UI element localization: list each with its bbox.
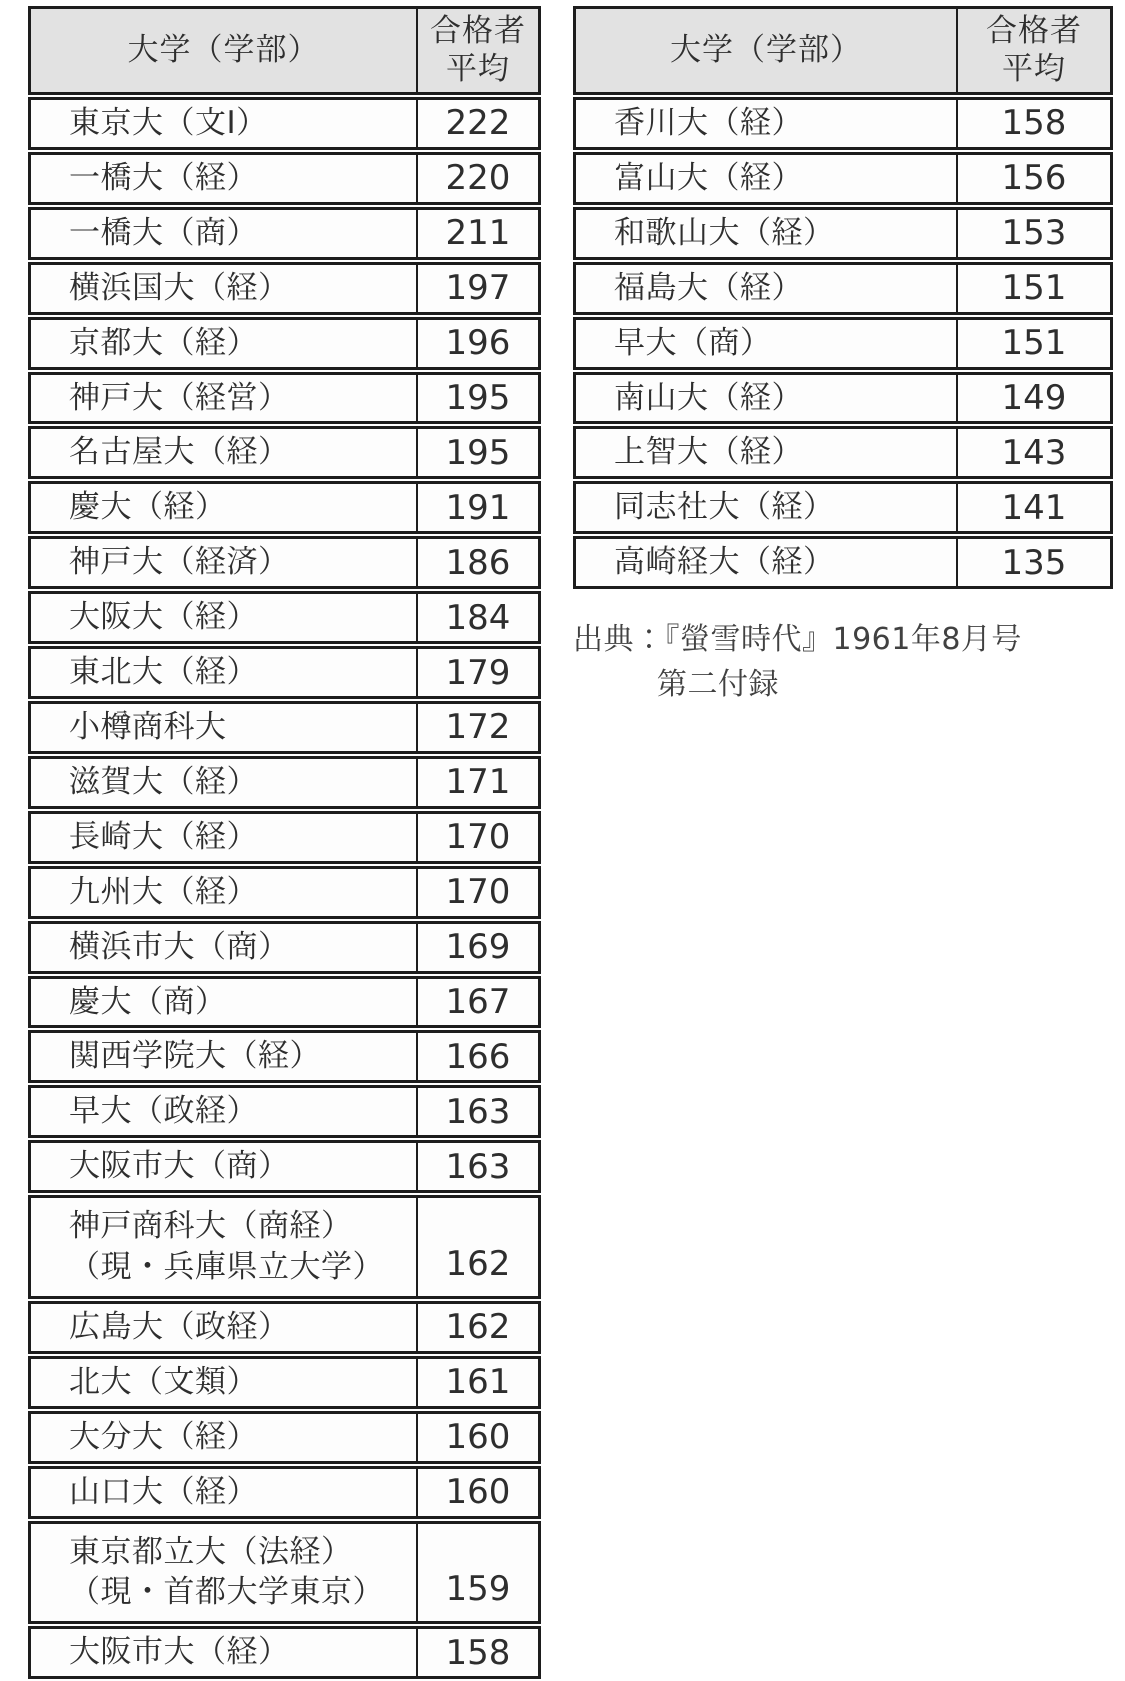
right-score-table xyxy=(573,4,1113,591)
table-row xyxy=(28,1411,541,1464)
right-table-body xyxy=(573,97,1113,589)
university-name: 上智大（経） xyxy=(614,434,803,471)
average-score-cell: 195 xyxy=(417,372,541,425)
average-score-cell: 170 xyxy=(417,866,541,919)
university-name: 横浜市大（商） xyxy=(69,928,290,965)
table-row xyxy=(28,1521,541,1625)
average-score-cell: 196 xyxy=(417,317,541,370)
average-score-cell: 172 xyxy=(417,701,541,754)
source-citation-line1: 出典：『螢雪時代』1961年8月号 xyxy=(573,622,1022,658)
university-cell xyxy=(28,976,417,1029)
university-name: 早大（政経） xyxy=(69,1093,258,1130)
university-cell xyxy=(28,646,417,699)
university-cell xyxy=(28,1301,417,1354)
table-row xyxy=(28,1626,541,1679)
university-name: 小樽商科大 xyxy=(69,708,227,745)
table-row xyxy=(28,701,541,754)
average-score-cell: 186 xyxy=(417,536,541,589)
average-score-cell: 156 xyxy=(957,152,1113,205)
header-average-line1: 合格者 xyxy=(430,12,526,49)
university-cell xyxy=(573,426,957,479)
table-row xyxy=(28,262,541,315)
table-row xyxy=(28,1356,541,1409)
university-cell xyxy=(28,1195,417,1299)
table-row xyxy=(28,646,541,699)
university-cell xyxy=(28,1030,417,1083)
university-cell xyxy=(28,372,417,425)
average-score-cell: 163 xyxy=(417,1140,541,1193)
table-row xyxy=(573,262,1113,315)
average-score-cell: 211 xyxy=(417,207,541,260)
university-name: 大阪市大（商） xyxy=(69,1148,290,1185)
university-name: 東京大（文Ⅰ） xyxy=(69,105,268,141)
table-row xyxy=(573,207,1113,260)
university-name: 南山大（経） xyxy=(614,379,803,416)
university-cell xyxy=(28,921,417,974)
average-score-cell: 158 xyxy=(957,97,1113,150)
university-name: 慶大（商） xyxy=(69,983,227,1020)
right-table-header xyxy=(573,6,1113,95)
university-cell xyxy=(573,152,957,205)
university-cell xyxy=(28,701,417,754)
source-citation xyxy=(573,617,1113,707)
university-cell xyxy=(28,1626,417,1679)
university-name: 山口大（経） xyxy=(69,1473,258,1510)
university-name: 一橋大（経） xyxy=(69,159,258,196)
header-university: 大学（学部） xyxy=(573,6,957,95)
header-average-line1: 合格者 xyxy=(986,12,1082,49)
table-row xyxy=(573,426,1113,479)
university-name: 滋賀大（経） xyxy=(69,763,258,800)
university-cell xyxy=(28,866,417,919)
average-score-cell: 170 xyxy=(417,811,541,864)
table-row xyxy=(28,317,541,370)
university-cell xyxy=(28,1140,417,1193)
university-cell xyxy=(28,536,417,589)
university-name: 京都大（経） xyxy=(69,324,258,361)
table-row xyxy=(28,97,541,150)
table-row xyxy=(28,152,541,205)
average-score-cell: 169 xyxy=(417,921,541,974)
average-score-cell: 141 xyxy=(957,481,1113,534)
table-row xyxy=(28,1030,541,1083)
university-cell xyxy=(573,317,957,370)
left-table-body xyxy=(28,97,541,1679)
average-score-cell: 151 xyxy=(957,317,1113,370)
university-cell xyxy=(28,152,417,205)
university-name: 大阪大（経） xyxy=(69,599,258,636)
university-cell xyxy=(28,426,417,479)
table-row xyxy=(28,921,541,974)
university-name: 富山大（経） xyxy=(614,159,803,196)
average-score-cell: 222 xyxy=(417,97,541,150)
average-score-cell: 149 xyxy=(957,372,1113,425)
university-name-note: （現・首都大学東京） xyxy=(69,1574,384,1611)
table-row xyxy=(573,97,1113,150)
university-cell xyxy=(28,481,417,534)
university-name: 慶大（経） xyxy=(69,489,227,526)
average-score-cell: 179 xyxy=(417,646,541,699)
source-citation-line2: 第二付録 xyxy=(657,667,779,703)
university-cell xyxy=(28,1085,417,1138)
university-name: 広島大（政経） xyxy=(69,1308,290,1345)
table-row xyxy=(28,976,541,1029)
table-row xyxy=(28,426,541,479)
university-cell xyxy=(28,811,417,864)
university-name: 一橋大（商） xyxy=(69,214,258,251)
table-row xyxy=(28,1466,541,1519)
average-score-cell: 195 xyxy=(417,426,541,479)
table-row xyxy=(28,207,541,260)
university-cell xyxy=(28,317,417,370)
university-cell xyxy=(28,1356,417,1409)
university-name: 同志社大（経） xyxy=(614,489,835,526)
left-score-table xyxy=(28,4,541,1681)
university-cell xyxy=(28,97,417,150)
university-cell xyxy=(28,756,417,809)
university-cell xyxy=(28,1521,417,1625)
average-score-cell: 159 xyxy=(417,1521,541,1625)
university-name: 大分大（経） xyxy=(69,1418,258,1455)
university-cell xyxy=(28,591,417,644)
university-cell xyxy=(28,207,417,260)
table-row xyxy=(28,1140,541,1193)
table-row xyxy=(573,372,1113,425)
average-score-cell: 153 xyxy=(957,207,1113,260)
average-score-cell: 184 xyxy=(417,591,541,644)
university-cell xyxy=(573,262,957,315)
university-name: 神戸商科大（商経） xyxy=(69,1208,353,1245)
average-score-cell: 191 xyxy=(417,481,541,534)
average-score-cell: 197 xyxy=(417,262,541,315)
university-cell xyxy=(573,97,957,150)
table-row xyxy=(573,481,1113,534)
table-row xyxy=(573,152,1113,205)
university-cell xyxy=(573,536,957,589)
table-row xyxy=(28,866,541,919)
average-score-cell: 161 xyxy=(417,1356,541,1409)
university-name: 神戸大（経済） xyxy=(69,544,290,581)
university-name: 神戸大（経営） xyxy=(69,379,290,416)
average-score-cell: 163 xyxy=(417,1085,541,1138)
university-name: 横浜国大（経） xyxy=(69,269,290,306)
right-column xyxy=(573,4,1113,707)
left-table-header xyxy=(28,6,541,95)
table-row xyxy=(28,1085,541,1138)
university-cell xyxy=(573,207,957,260)
university-name: 高崎経大（経） xyxy=(614,544,835,581)
average-score-cell: 162 xyxy=(417,1195,541,1299)
table-row xyxy=(28,372,541,425)
header-row xyxy=(573,6,1113,95)
university-name: 福島大（経） xyxy=(614,269,803,306)
table-row xyxy=(28,811,541,864)
university-cell xyxy=(28,262,417,315)
average-score-cell: 158 xyxy=(417,1626,541,1679)
university-name: 長崎大（経） xyxy=(69,818,258,855)
header-university: 大学（学部） xyxy=(28,6,417,95)
header-average-line2: 平均 xyxy=(1002,50,1066,87)
table-row xyxy=(28,481,541,534)
header-average-line2: 平均 xyxy=(446,50,510,87)
university-name: 早大（商） xyxy=(614,324,772,361)
university-name: 香川大（経） xyxy=(614,105,803,141)
average-score-cell: 135 xyxy=(957,536,1113,589)
university-cell xyxy=(573,481,957,534)
average-score-cell: 143 xyxy=(957,426,1113,479)
university-name: 和歌山大（経） xyxy=(614,214,835,251)
university-name: 名古屋大（経） xyxy=(69,434,290,471)
average-score-cell: 160 xyxy=(417,1411,541,1464)
university-cell xyxy=(573,372,957,425)
header-average xyxy=(957,6,1113,95)
page-body xyxy=(28,4,1113,1681)
university-cell xyxy=(28,1411,417,1464)
average-score-cell: 151 xyxy=(957,262,1113,315)
table-row xyxy=(573,317,1113,370)
table-row xyxy=(28,536,541,589)
university-name: 東北大（経） xyxy=(69,654,258,691)
university-name-note: （現・兵庫県立大学） xyxy=(69,1249,384,1286)
header-average xyxy=(417,6,541,95)
average-score-cell: 220 xyxy=(417,152,541,205)
university-name: 九州大（経） xyxy=(69,873,258,910)
average-score-cell: 166 xyxy=(417,1030,541,1083)
university-name: 関西学院大（経） xyxy=(69,1038,321,1075)
table-row xyxy=(28,1195,541,1299)
table-row xyxy=(573,536,1113,589)
table-row xyxy=(28,1301,541,1354)
average-score-cell: 160 xyxy=(417,1466,541,1519)
university-cell xyxy=(28,1466,417,1519)
university-name: 北大（文類） xyxy=(69,1363,258,1400)
table-row xyxy=(28,756,541,809)
average-score-cell: 162 xyxy=(417,1301,541,1354)
table-row xyxy=(28,591,541,644)
average-score-cell: 167 xyxy=(417,976,541,1029)
university-name: 東京都立大（法経） xyxy=(69,1533,353,1570)
university-name: 大阪市大（経） xyxy=(69,1634,290,1671)
average-score-cell: 171 xyxy=(417,756,541,809)
header-row xyxy=(28,6,541,95)
